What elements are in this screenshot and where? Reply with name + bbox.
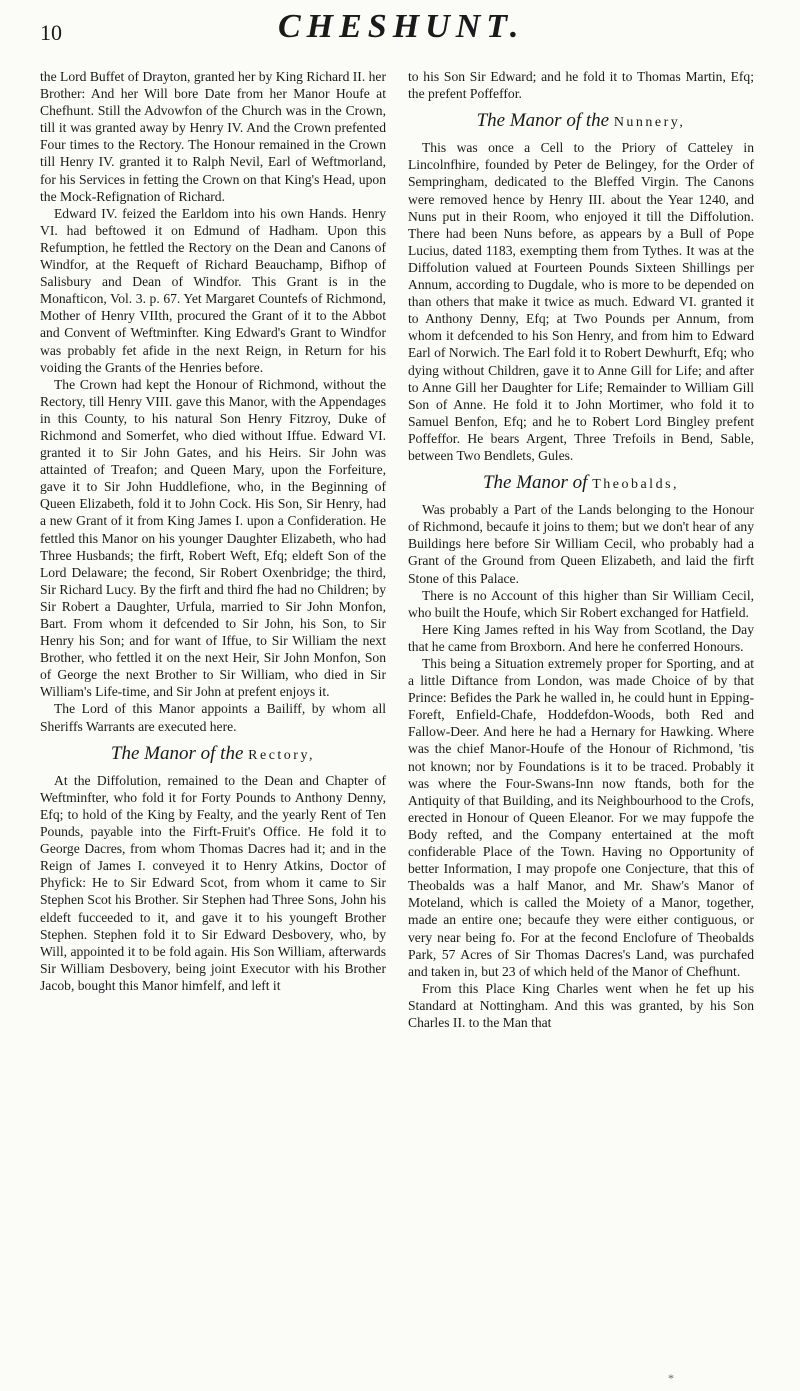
paragraph: Edward IV. feized the Earldom into his own Hands. Henry VI. had beftowed it on Edmund of Hadham. Upon this Refumption, he fettled the Rectory on the Dean and Canons of Windfor, at the Requeft of Richard Beauchamp, Bifhop of Salisbury and Dean of Windfor. This Grant is in the Monafticon, Vol. 3. p. 67. Yet Margaret Countefs of Richmond, Mother of Henry VIIth, procured the Grant of it to the Abbot and Convent of Weftminfter. King Edward's Grant to Windfor was probably fet afide in the next Reign, in Return for his voiding the Grants of the Henries before.	[40, 205, 386, 375]
signature-mark: *	[668, 1371, 674, 1385]
left-column	[40, 68, 386, 994]
paragraph: The Lord of this Manor appoints a Bailiff, by whom all Sheriffs Warrants are executed here.	[40, 701, 386, 734]
paragraph: Was probably a Part of the Lands belonging to the Honour of Richmond, becaufe it joins to them; but we don't hear of any Buildings here before Sir William Cecil, who probably had a Grant of the Ground from Queen Elizabeth, and laid the firft Stone of this Palace.	[408, 502, 754, 586]
paragraph: This was once a Cell to the Priory of Catteley in Lincolnfhire, founded by Peter de Belingey, for the Order of Sempringham, dedicated to the Bleffed Virgin. The Canons were removed hence by Henry III. about the Year 1240, and Nuns put in their Room, who enjoyed it till the Diffolution. There had been Nuns before, as appears by a Bull of Pope Lucius, dated 1183, exempting them from Tythes. It was at the Diffolution valued at Fourteen Pounds Sixteen Shillings per Annum, according to Dugdale, who is more to be depended on than others that make it twice as much. Edward VI. granted it to Anthony Denny, Efq; at Two Pounds per Annum, from whom it defcended to his Son Henry, and from him to Edward Earl of Norwich. The Earl fold it to Robert Dewhurft, Efq; who dying without Children, gave it to Anne Gill for Life; and after to Anne Gill her Daughter for Life; Remainder to William Gill Son of Anne. He fold it to John Mortimer, who fold it to Samuel Benfon, Efq; and he to Robert Lord Bingley prefent Poffeffor. He bears Argent, Three Trefoils in Bend, Sable, between Two Bendlets, Gules.	[408, 140, 754, 463]
section-heading-rectory	[40, 742, 386, 764]
paragraph: the Lord Buffet of Drayton, granted her by King Richard II. her Brother: And her Will bore Date from her Manor Houfe at Chefhunt. Still the Advowfon of the Church was in the Crown, till it was granted away by Henry IV. And the Crown prefented Four times to the Rectory. The Honour remained in the Crown till Henry IV. granted it to Ralph Nevil, Earl of Weftmorland, for his Services in fetting the Crown on that King's Head, upon the Mock-Refignation of Richard.	[40, 69, 386, 204]
paragraph: From this Place King Charles went when he fet up his Standard at Nottingham. And this was granted, by his Son Charles II. to the Man that	[408, 980, 754, 1030]
running-title: CHESHUNT.	[278, 8, 525, 45]
paragraph: Here King James refted in his Way from Scotland, the Day that he came from Broxborn. And here he conferred Honours.	[408, 621, 754, 654]
paragraph: This being a Situation extremely proper for Sporting, and at a little Diftance from London, was made Choice of by that Prince: Befides the Park he walled in, he could hunt in Epping-Foreft, Enfield-Chafe, Hoddefdon-Woods, both Red and Fallow-Deer. And here he had a Hernary for Hawking. Where was the chief Manor-Houfe of the Honour of Richmond, 'tis not known; nor by Foundations is it to be traced. Probably it was where the Four-Swans-Inn now ftands, both for the Antiquity of that Building, and its Neighbourhood to the Crofs, erected in Honour of Queen Eleanor. For we may fuppofe the Body refted, and the Company entertained at the moft confiderable Place of the Town. Having no Opportunity of better Information, I may propofe one Conjecture, that this of Theobalds was a half Manor, and Mr. Shaw's Manor of Moteland, which is called the Moiety of a Manor, together, made an entire one; becaufe they were either contiguous, or very near being fo. For at the fecond Enclofure of Theobalds Park, 57 Acres of Sir Thomas Dacres's Land, was purchafed and taken in, but 23 of which held of the Manor of Chefhunt.	[408, 656, 754, 979]
section-heading-smallcaps: Nunnery,	[613, 115, 686, 131]
section-heading-smallcaps: Theobalds,	[592, 477, 680, 493]
section-heading-theobalds	[408, 474, 754, 493]
paragraph: There is no Account of this higher than Sir William Cecil, who built the Houfe, which Sir Robert exchanged for Hatfield.	[408, 587, 754, 620]
section-heading-text: The Manor of the	[476, 110, 610, 132]
section-heading-text: The Manor of the	[110, 742, 244, 764]
right-column	[408, 68, 754, 1031]
paragraph: The Crown had kept the Honour of Richmond, without the Rectory, till Henry VIII. gave this Manor, with the Appendages in this County, to his natural Son Henry Fitzroy, Duke of Richmond and Somerfet, who died without Iffue. Edward VI. granted it to Sir John Gates, and his Heirs. Sir John was attainted of Treafon; and Queen Mary, upon the Forfeiture, gave it to Sir John Huddlefione, who, in the Beginning of Queen Elizabeth, fold it to John Cock. His Son, Sir Henry, had a new Grant of it from King James I. upon a Confideration. He fettled this Manor on his younger Daughter Elizabeth, who had Three Husbands; the firft, Robert Weft, Efq; eldeft Son of the Lord Delaware; the fecond, Sir Robert Oxenbridge; the third, Sir Richard Lucy. By the firft and third fhe had no Children; by Sir Robert a Daughter, Urfula, married to Sir John Monfon, Bart. From whom it defcended to Sir John, his Son, to Sir Henry his Son; and for want of Iffue, to Sir William the next Brother, who fettled it on the next Heir, Sir John Monfon, Son of George the next Brother to Sir William, who died in Sir William's Life-time, and Sir John at prefent enjoys it.	[40, 376, 386, 700]
section-heading-nunnery	[408, 112, 754, 131]
paragraph: At the Diffolution, remained to the Dean and Chapter of Weftminfter, who fold it for Forty Pounds to Anthony Denny, Efq; to hold of the King by Fealty, and the yearly Rent of Ten Pounds, payable into the Firft-Fruit's Office. He fold it to George Dacres, from whom Thomas Dacres had it; and in the Reign of James I. conveyed it to Henry Atkins, Doctor of Phyfick: He to Sir Edward Scot, from whom it came to Sir Stephen Scot his Brother. Sir Stephen had Three Sons, John his eldeft fucceeded to it, and gave it to his youngeft Brother Stephen. Stephen fold it to Sir Edward Desbovery, who, by Will, appointed it to be fold again. His Son William, afterwards Sir William Desbovery, being joint Executor with his Brother Jacob, bought this Manor himfelf, and left it	[40, 772, 386, 993]
paragraph: to his Son Sir Edward; and he fold it to Thomas Martin, Efq; the prefent Poffeffor.	[408, 69, 754, 102]
section-heading-text: The Manor of	[482, 472, 588, 494]
section-heading-smallcaps: Rectory,	[248, 747, 316, 763]
page-number: 10	[40, 20, 62, 45]
